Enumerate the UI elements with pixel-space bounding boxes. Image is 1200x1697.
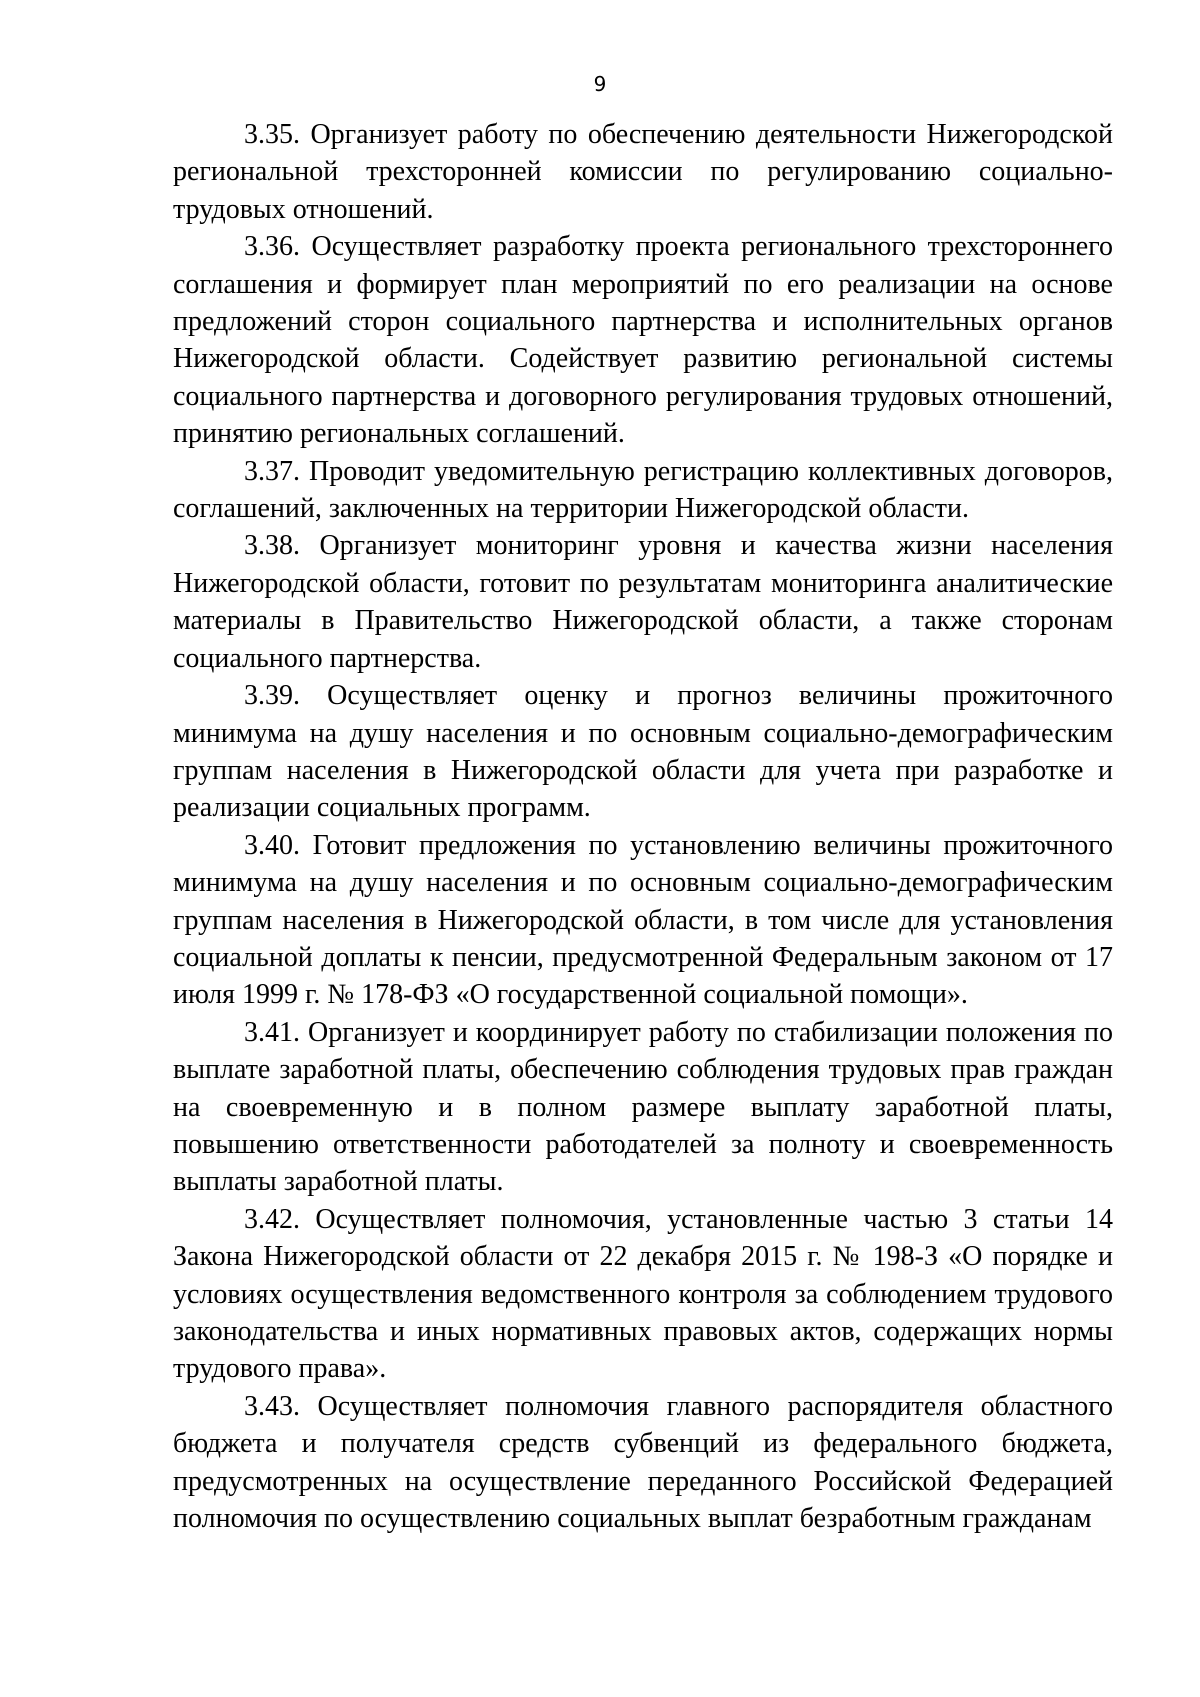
paragraph-3-36: 3.36. Осуществляет разработку проекта регионального трехстороннего соглашения и формирует план мероприятий по его реализации на основе предложений сторон социального партнерства и исполнительных органов Нижегородской области. Содействует развитию региональной системы социального партнерства и договорного регулирования трудовых отношений, принятию региональных соглашений. xyxy=(173,231,1113,450)
page-number: 9 xyxy=(593,72,607,96)
paragraph-3-42: 3.42. Осуществляет полномочия, установленные частью 3 статьи 14 Закона Нижегородской области от 22 декабря 2015 г. № 198-З «О порядке и условиях осуществления ведомственного контроля за соблюдением трудового законодательства и иных нормативных правовых актов, содержащих нормы трудового права». xyxy=(173,1203,1113,1385)
paragraph-3-37: 3.37. Проводит уведомительную регистрацию коллективных договоров, соглашений, заключенных на территории Нижегородской области. xyxy=(173,455,1113,525)
document-body xyxy=(173,116,1113,1537)
paragraph-3-41: 3.41. Организует и координирует работу по стабилизации положения по выплате заработной платы, обеспечению соблюдения трудовых прав граждан на своевременную и в полном размере выплату заработной платы, повышению ответственности работодателей за полноту и своевременность выплаты заработной платы. xyxy=(173,1016,1113,1198)
paragraph-3-38: 3.38. Организует мониторинг уровня и качества жизни населения Нижегородской области, готовит по результатам мониторинга аналитические материалы в Правительство Нижегородской области, а также сторонам социального партнерства. xyxy=(173,530,1113,674)
paragraph-3-43: 3.43. Осуществляет полномочия главного распорядителя областного бюджета и получателя средств субвенций из федерального бюджета, предусмотренных на осуществление переданного Российской Федерацией полномочия по осуществлению социальных выплат безработным гражданам xyxy=(173,1390,1113,1535)
paragraph-3-39: 3.39. Осуществляет оценку и прогноз величины прожиточного минимума на душу населения и по основным социально-демографическим группам населения в Нижегородской области для учета при разработке и реализации социальных программ. xyxy=(173,680,1113,824)
paragraph-3-40: 3.40. Готовит предложения по установлению величины прожиточного минимума на душу населения и по основным социально-демографическим группам населения в Нижегородской области, в том числе для установления социальной доплаты к пенсии, предусмотренной Федеральным законом от 17 июля 1999 г. № 178-ФЗ «О государственной социальной помощи». xyxy=(173,829,1113,1011)
paragraph-3-35: 3.35. Организует работу по обеспечению деятельности Нижегородской региональной трехсторонней комиссии по регулированию социально-трудовых отношений. xyxy=(173,119,1113,225)
